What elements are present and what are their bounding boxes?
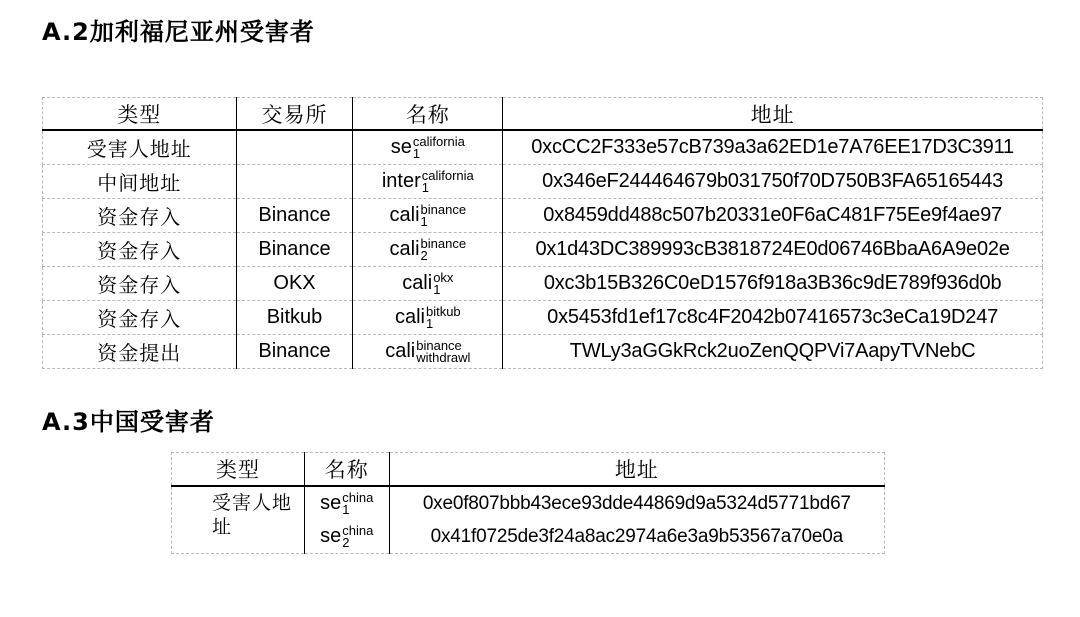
header-type: 类型 — [43, 98, 237, 131]
name-base: cali — [402, 272, 433, 294]
row-address: 0x8459dd488c507b20331e0F6aC481F75Ee9f4ae97 — [503, 199, 1043, 233]
name-base: se — [320, 525, 342, 547]
victim-type-line2: 址 — [212, 516, 233, 538]
name-subscript: 1 — [420, 213, 428, 229]
row-address: TWLy3aGGkRck2uoZenQQPVi7AapyTVNebC — [503, 335, 1043, 369]
name-base: cali — [385, 340, 416, 362]
china-victims-table — [171, 452, 885, 554]
table-row — [43, 130, 1043, 165]
name-superscript: binance — [420, 201, 467, 217]
name-base: se — [390, 136, 412, 158]
victim-type-line1: 受害人地 — [212, 492, 293, 514]
row-type: 资金存入 — [43, 301, 237, 335]
row-type: 受害人地址 — [43, 130, 237, 165]
name-base: inter — [381, 170, 421, 192]
row-address: 0xcCC2F333e57cB739a3a62ED1e7A76EE17D3C3911 — [503, 130, 1043, 165]
header-name: 名称 — [304, 453, 389, 487]
name-superscript: california — [412, 133, 465, 149]
row-address: 0x1d43DC389993cB3818724E0d06746BbaA6A9e02e — [503, 233, 1043, 267]
name-superscript: bitkub — [425, 303, 461, 319]
table-header-row — [43, 98, 1043, 131]
row-name — [353, 233, 503, 267]
name-subscript: 1 — [342, 501, 350, 517]
name-base: cali — [389, 204, 420, 226]
name-superscript: binance — [420, 235, 467, 251]
row-exchange: Bitkub — [236, 301, 353, 335]
name-superscript: china — [342, 489, 374, 505]
row-name — [353, 165, 503, 199]
section-a2-title: A.2加利福尼亚州受害者 — [42, 18, 315, 46]
table-row — [43, 267, 1043, 301]
row-address: 0xc3b15B326C0eD1576f918a3B36c9dE789f936d0b — [503, 267, 1043, 301]
name-subscript: 1 — [433, 281, 441, 297]
row-address: 0x5453fd1ef17c8c4F2042b07416573c3eCa19D247 — [503, 301, 1043, 335]
row-exchange: Binance — [236, 335, 353, 369]
name-subscript: 1 — [421, 179, 429, 195]
table-row — [43, 199, 1043, 233]
row-exchange: Binance — [236, 199, 353, 233]
row-type: 中间地址 — [43, 165, 237, 199]
header-exchange: 交易所 — [236, 98, 353, 131]
row-name — [353, 130, 503, 165]
row-address: 0x346eF244464679b031750f70D750B3FA65165443 — [503, 165, 1043, 199]
name-superscript: okx — [433, 269, 454, 285]
row-name — [304, 520, 389, 554]
row-exchange — [236, 130, 353, 165]
table-row — [43, 301, 1043, 335]
table-row — [43, 233, 1043, 267]
row-address: 0xe0f807bbb43ece93dde44869d9a5324d5771bd67 — [389, 486, 884, 520]
name-base: cali — [394, 306, 425, 328]
row-exchange — [236, 165, 353, 199]
name-subscript: withdrawl — [416, 349, 471, 365]
row-name — [304, 486, 389, 520]
name-subscript: 2 — [420, 247, 428, 263]
row-type: 资金存入 — [43, 199, 237, 233]
name-superscript: china — [342, 522, 374, 538]
name-subscript: 1 — [425, 315, 434, 331]
california-victims-table — [42, 97, 1043, 369]
row-type: 资金提出 — [43, 335, 237, 369]
name-superscript: binance — [416, 337, 462, 353]
row-exchange: OKX — [236, 267, 353, 301]
header-type: 类型 — [172, 453, 305, 487]
header-address: 地址 — [503, 98, 1043, 131]
row-address: 0x41f0725de3f24a8ac2974a6e3a9b53567a70e0a — [389, 520, 884, 554]
name-superscript: california — [421, 167, 474, 183]
header-name: 名称 — [353, 98, 503, 131]
row-type — [172, 486, 305, 554]
section-a3-title: A.3中国受害者 — [42, 408, 215, 436]
header-address: 地址 — [389, 453, 884, 487]
row-name — [353, 199, 503, 233]
name-base: cali — [389, 238, 420, 260]
table-row — [172, 486, 885, 520]
row-name — [353, 301, 503, 335]
row-name — [353, 267, 503, 301]
row-type: 资金存入 — [43, 233, 237, 267]
table-header-row — [172, 453, 885, 487]
name-subscript: 1 — [412, 145, 421, 161]
table-row — [43, 165, 1043, 199]
table-row — [43, 335, 1043, 369]
row-name — [353, 335, 503, 369]
row-exchange: Binance — [236, 233, 353, 267]
name-base: se — [320, 492, 342, 514]
row-type: 资金存入 — [43, 267, 237, 301]
name-subscript: 2 — [342, 534, 350, 550]
